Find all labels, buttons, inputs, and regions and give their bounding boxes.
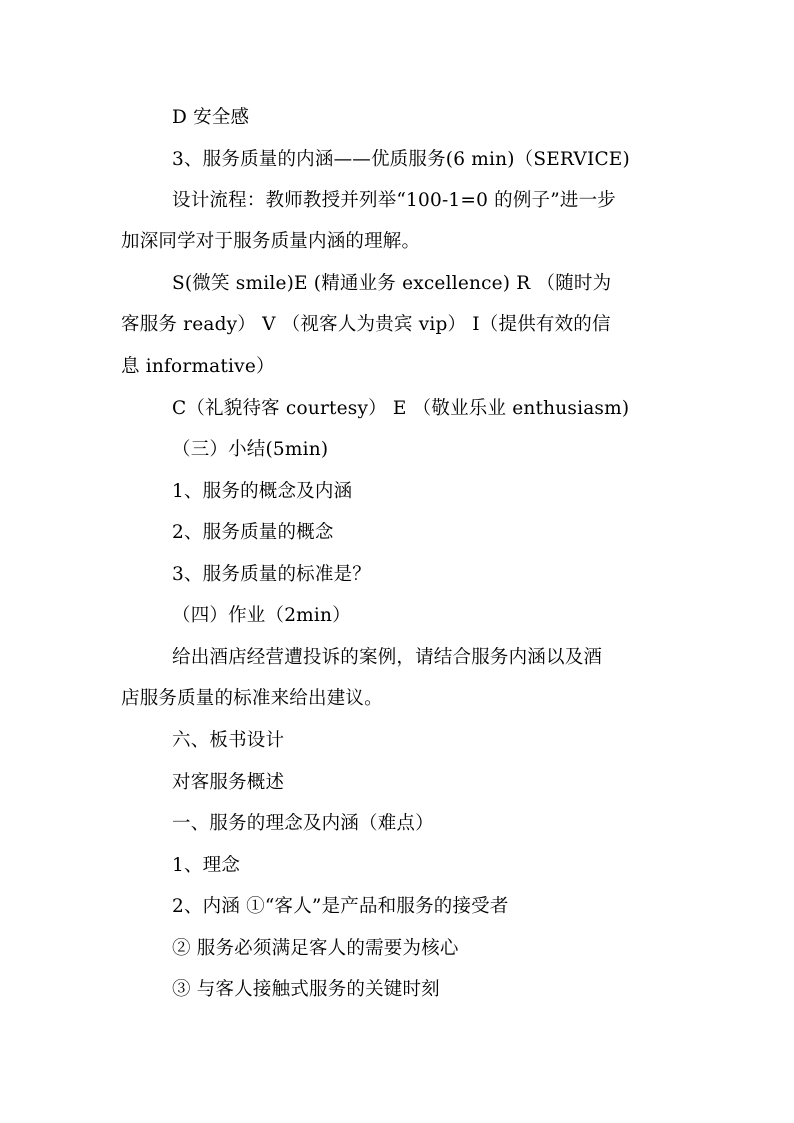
section-heading: （三）小结(5min) [172, 439, 329, 460]
section-heading: 一、服务的理念及内涵（难点） [172, 813, 434, 834]
list-item: 2、内涵 ①“客人”是产品和服务的接受者 [172, 896, 509, 917]
section-heading: 3、服务质量的内涵——优质服务(6 min)（SERVICE) [172, 149, 630, 170]
list-item: ③ 与客人接触式服务的关键时刻 [172, 979, 440, 1000]
board-title: 对客服务概述 [172, 772, 285, 793]
text-line: 加深同学对于服务质量内涵的理解。 [121, 231, 421, 252]
list-item: 3、服务质量的标准是？ [172, 564, 371, 585]
text-line: D 安全感 [172, 107, 250, 128]
text-line: 店服务质量的标准来给出建议。 [121, 688, 383, 709]
text-line: 设计流程：教师教授并列举“100-1=0 的例子”进一步 [172, 190, 617, 211]
section-heading: 六、板书设计 [172, 730, 285, 751]
text-line: C（礼貌待客 courtesy） E （敬业乐业 enthusiasm) [172, 398, 630, 419]
section-heading: （四）作业（2min） [172, 605, 351, 626]
list-item: 1、服务的概念及内涵 [172, 481, 353, 502]
text-line: 息 informative） [121, 356, 275, 377]
text-line: 客服务 ready） V （视客人为贵宾 vip） I（提供有效的信 [121, 314, 611, 335]
text-line: 给出酒店经营遭投诉的案例，请结合服务内涵以及酒 [172, 647, 603, 668]
list-item: ② 服务必须满足客人的需要为核心 [172, 938, 459, 959]
list-item: 1、理念 [172, 855, 241, 876]
text-line: S(微笑 smile)E (精通业务 excellence) R （随时为 [172, 273, 612, 294]
list-item: 2、服务质量的概念 [172, 522, 334, 543]
